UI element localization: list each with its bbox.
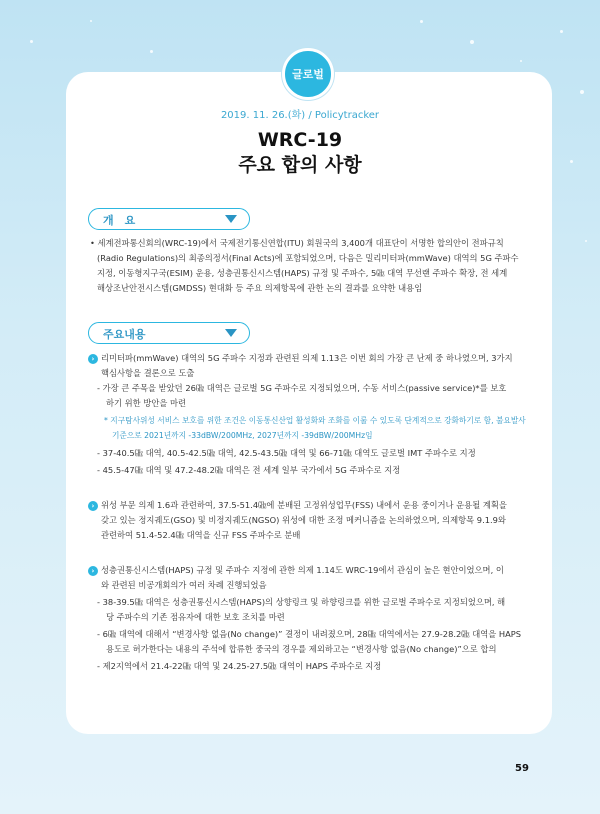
text-line: 관련하여 51.4-52.4㎓ 대역을 신규 FSS 주파수로 분배 — [101, 530, 301, 540]
category-badge: 글로벌 — [282, 48, 334, 100]
chevron-right-icon: › — [88, 566, 98, 576]
text-line: (Radio Regulations)의 최종의정서(Final Acts)에 포함되었으며, 다음은 밀리미터파(mmWave) 대역의 5G 주파수 — [97, 253, 519, 263]
sparkle — [585, 240, 587, 242]
footnote-line: * 지구탐사위성 서비스 보호를 위한 조건은 이동통신산업 활성화와 조화를 이룰 수 있도록 단계적으로 강화하기로 함, 불요발사 — [104, 416, 526, 425]
page-subtitle: 주요 합의 사항 — [238, 154, 362, 176]
text-line: 핵심사항을 결론으로 도출 — [101, 368, 195, 378]
sparkle — [520, 60, 522, 62]
text-line: 위성 부문 의제 1.6과 관련하여, 37.5-51.4㎓에 분배된 고정위성업무(FSS) 내에서 운용 중이거나 운용될 계획을 — [101, 500, 507, 510]
text-line: 리미터파(mmWave) 대역의 5G 주파수 지정과 관련된 의제 1.13은 이번 회의 가장 큰 난제 중 하나였으며, 3가지 — [101, 353, 513, 363]
text-line: - 45.5-47㎓ 대역 및 47.2-48.2㎓ 대역은 전 세계 일부 국가에서 5G 주파수로 지정 — [97, 465, 401, 475]
sparkle — [150, 50, 153, 53]
triangle-down-icon — [225, 215, 237, 223]
text-line: 성층권통신시스템(HAPS) 규정 및 주파수 지정에 관한 의제 1.14도 WRC-19에서 관심이 높은 현안이었으며, 이 — [101, 565, 504, 575]
page-title: WRC-19 — [257, 129, 343, 151]
text-line: - 가장 큰 주목을 받았던 26㎓ 대역은 글로벌 5G 주파수로 지정되었으며, 수동 서비스(passive service)*를 보호 — [97, 383, 507, 393]
sparkle — [30, 40, 33, 43]
sparkle — [580, 90, 584, 94]
text-line: 갖고 있는 정지궤도(GSO) 및 비정지궤도(NGSO) 위성에 대한 조정 메커니즘을 논의하였으며, 의제항목 9.1.9와 — [101, 515, 506, 525]
text-line: 당 주파수의 기존 점유자에 대한 보호 조치를 마련 — [106, 612, 285, 622]
text-line: - 제2지역에서 21.4-22㎓ 대역 및 24.25-27.5㎓ 대역이 HAPS 주파수로 지정 — [97, 661, 382, 671]
section-header-overview — [88, 208, 250, 230]
text-line: - 6㎓ 대역에 대해서 “변경사항 없음(No change)” 결정이 내려졌으며, 28㎓ 대역에서는 27.9-28.2㎓ 대역을 HAPS — [97, 629, 522, 639]
text-line: 지정, 이동형지구국(ESIM) 운용, 성층권통신시스템(HAPS) 규정 및 주파수, 5㎓ 대역 무선랜 주파수 확장, 전 세계 — [97, 268, 508, 278]
chevron-right-icon: › — [88, 354, 98, 364]
text-line: 해상조난안전시스템(GMDSS) 현대화 등 주요 의제항목에 관한 논의 결과를 요약한 내용임 — [97, 283, 423, 293]
text-line: 와 관련된 비공개회의가 여러 차례 진행되었음 — [101, 580, 267, 590]
page-number: 59 — [515, 763, 529, 774]
section-label: 개 요 — [103, 214, 136, 227]
triangle-down-icon — [225, 329, 237, 337]
text-line: • 세계전파통신회의(WRC-19)에서 국제전기통신연합(ITU) 회원국의 3,400개 대표단이 서명한 합의안이 전파규칙 — [90, 238, 504, 248]
sparkle — [420, 20, 423, 23]
section-header-key-contents — [88, 322, 250, 344]
date-source: 2019. 11. 26.(화) / Policytracker — [220, 110, 380, 121]
text-line: 용도로 허가한다는 내용의 주석에 합류한 중국의 경우를 제외하고는 “변경사항 없음(No change)”으로 합의 — [106, 644, 497, 654]
text-line: - 37-40.5㎓ 대역, 40.5-42.5㎓ 대역, 42.5-43.5㎓ 대역 및 66-71㎓ 대역도 글로벌 IMT 주파수로 지정 — [97, 448, 476, 458]
sparkle — [470, 40, 474, 44]
chevron-right-icon: › — [88, 501, 98, 511]
text-line: - 38-39.5㎓ 대역은 성층권통신시스템(HAPS)의 상향링크 및 하향링크를 위한 글로벌 주파수로 지정되었으며, 해 — [97, 597, 506, 607]
text-line: 하기 위한 방안을 마련 — [106, 398, 187, 408]
sparkle — [90, 20, 92, 22]
sparkle — [560, 30, 563, 33]
footnote-line: 기준으로 2021년까지 -33dBW/200MHz, 2027년까지 -39dBW/200MHz임 — [112, 431, 373, 440]
section-label: 주요내용 — [103, 328, 146, 341]
